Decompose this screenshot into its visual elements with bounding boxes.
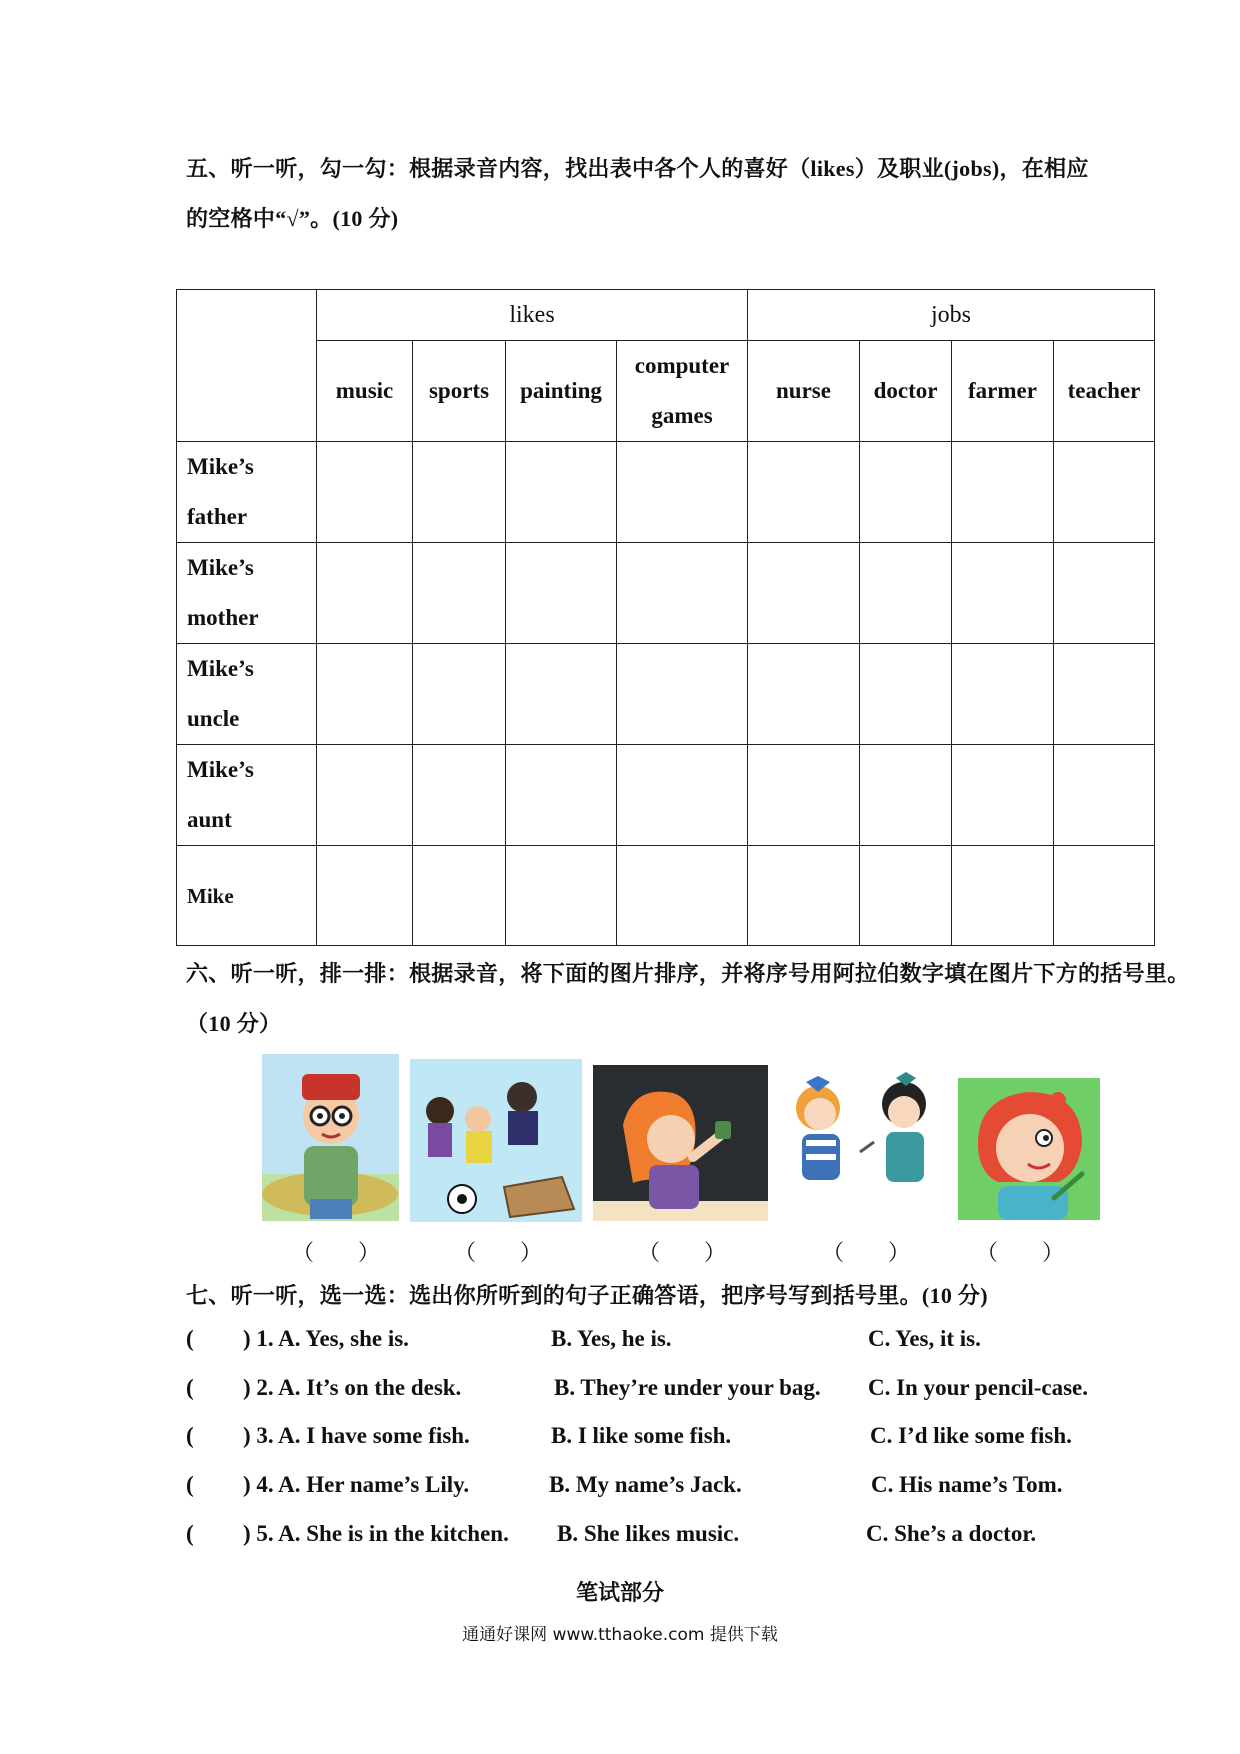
question-1-option-a: ) 1. A. Yes, she is.	[243, 1326, 409, 1351]
check-cell[interactable]	[1054, 745, 1155, 846]
picture-children-playing-football	[410, 1059, 582, 1222]
check-cell[interactable]	[952, 644, 1054, 745]
question-5-paren[interactable]: (	[186, 1521, 194, 1546]
column-header-painting: painting	[506, 341, 617, 442]
check-cell[interactable]	[413, 846, 506, 946]
check-cell[interactable]	[413, 644, 506, 745]
check-cell[interactable]	[952, 442, 1054, 543]
row-label-line1: Mike’s	[187, 656, 254, 681]
check-cell[interactable]	[617, 442, 748, 543]
check-cell[interactable]	[317, 644, 413, 745]
check-cell[interactable]	[413, 745, 506, 846]
column-header-computer: computer	[634, 353, 730, 378]
footer-source-text: 通通好课网 www.tthaoke.com 提供下载	[462, 1625, 778, 1645]
written-section-title: 笔试部分	[575, 1580, 664, 1605]
check-cell[interactable]	[1054, 543, 1155, 644]
check-cell[interactable]	[506, 644, 617, 745]
check-cell[interactable]	[506, 846, 617, 946]
section6-instruction-line1: 六、听一听，排一排：根据录音，将下面的图片排序，并将序号用阿拉伯数字填在图片下方的括号里。	[186, 961, 1190, 986]
check-cell[interactable]	[506, 543, 617, 644]
check-cell[interactable]	[860, 745, 952, 846]
row-label-mikes-aunt	[177, 745, 317, 846]
column-header-music: music	[317, 341, 413, 442]
table-row	[177, 442, 1155, 543]
picture-5-answer-bracket[interactable]: （ ）	[976, 1240, 1065, 1265]
question-4-option-a: ) 4. A. Her name’s Lily.	[243, 1472, 470, 1497]
section6-instruction	[186, 949, 1206, 1049]
check-cell[interactable]	[317, 543, 413, 644]
likes-group-header: likes	[317, 290, 748, 341]
check-cell[interactable]	[317, 745, 413, 846]
check-cell[interactable]	[860, 644, 952, 745]
section5-instruction-line1: 五、听一听，勾一勾：根据录音内容，找出表中各个人的喜好（likes）及职业(jobs)，在相应	[186, 156, 1089, 181]
check-cell[interactable]	[413, 543, 506, 644]
boy-with-glasses-illustration	[262, 1054, 399, 1221]
question-1-option-c: C. Yes, it is.	[868, 1326, 981, 1351]
column-header-games: games	[651, 403, 713, 428]
jobs-group-header: jobs	[748, 290, 1155, 341]
section7-instruction: 七、听一听，选一选：选出你所听到的句子正确答语，把序号写到括号里。(10 分)	[186, 1283, 988, 1308]
two-girls-with-forks-illustration	[778, 1070, 948, 1210]
question-3-paren[interactable]: (	[186, 1423, 194, 1448]
picture-2-answer-bracket[interactable]: （ ）	[454, 1240, 543, 1265]
section5-instruction	[186, 144, 1186, 244]
check-cell[interactable]	[506, 442, 617, 543]
row-label-line2: uncle	[187, 706, 240, 731]
row-label-line1: Mike’s	[187, 454, 254, 479]
question-3-option-b: B. I like some fish.	[551, 1423, 732, 1448]
question-2-option-b: B. They’re under your bag.	[554, 1375, 821, 1400]
question-5-option-c: C. She’s a doctor.	[866, 1521, 1037, 1546]
check-cell[interactable]	[1054, 644, 1155, 745]
row-label-mike	[177, 846, 317, 946]
row-label-line2: mother	[187, 605, 259, 630]
question-4-paren[interactable]: (	[186, 1472, 194, 1497]
check-cell[interactable]	[317, 846, 413, 946]
picture-girl-at-blackboard	[593, 1065, 768, 1221]
check-cell[interactable]	[748, 442, 860, 543]
table-row	[177, 846, 1155, 946]
question-3-option-c: C. I’d like some fish.	[870, 1423, 1072, 1448]
question-4-option-b: B. My name’s Jack.	[549, 1472, 742, 1497]
row-label-line2: father	[187, 504, 248, 529]
row-label-line2: aunt	[187, 807, 232, 832]
picture-girl-with-pencil	[958, 1078, 1100, 1220]
children-playing-football-illustration	[410, 1059, 582, 1222]
check-cell[interactable]	[748, 644, 860, 745]
row-label-mikes-uncle	[177, 644, 317, 745]
row-label-line1: Mike’s	[187, 757, 254, 782]
question-2-paren[interactable]: (	[186, 1375, 194, 1400]
check-cell[interactable]	[952, 846, 1054, 946]
question-3-option-a: ) 3. A. I have some fish.	[243, 1423, 470, 1448]
check-cell[interactable]	[317, 442, 413, 543]
question-1-option-b: B. Yes, he is.	[551, 1326, 672, 1351]
row-label-line1: Mike	[187, 883, 234, 908]
section6-instruction-line2: （10 分）	[186, 1011, 282, 1036]
question-2-option-c: C. In your pencil-case.	[868, 1375, 1088, 1400]
check-cell[interactable]	[1054, 442, 1155, 543]
check-cell[interactable]	[748, 543, 860, 644]
check-cell[interactable]	[617, 644, 748, 745]
row-label-mikes-mother	[177, 543, 317, 644]
table-row	[177, 644, 1155, 745]
check-cell[interactable]	[506, 745, 617, 846]
check-cell[interactable]	[952, 543, 1054, 644]
column-header-teacher: teacher	[1054, 341, 1155, 442]
check-cell[interactable]	[748, 745, 860, 846]
likes-jobs-table	[176, 289, 1155, 946]
check-cell[interactable]	[748, 846, 860, 946]
check-cell[interactable]	[617, 543, 748, 644]
column-header-doctor: doctor	[860, 341, 952, 442]
question-5-option-a: ) 5. A. She is in the kitchen.	[243, 1521, 509, 1546]
girl-at-blackboard-illustration	[593, 1065, 768, 1221]
check-cell[interactable]	[617, 745, 748, 846]
row-label-mikes-father	[177, 442, 317, 543]
check-cell[interactable]	[952, 745, 1054, 846]
table-row	[177, 745, 1155, 846]
question-1-paren[interactable]: (	[186, 1326, 194, 1351]
column-header-sports: sports	[413, 341, 506, 442]
girl-with-pencil-illustration	[958, 1078, 1100, 1220]
table-row	[177, 543, 1155, 644]
column-header-nurse: nurse	[748, 341, 860, 442]
question-4-option-c: C. His name’s Tom.	[871, 1472, 1063, 1497]
picture-1-answer-bracket[interactable]: （ ）	[292, 1240, 381, 1265]
picture-4-answer-bracket[interactable]: （ ）	[822, 1240, 911, 1265]
question-2-option-a: ) 2. A. It’s on the desk.	[243, 1375, 462, 1400]
picture-3-answer-bracket[interactable]: （ ）	[638, 1240, 727, 1265]
check-cell[interactable]	[413, 442, 506, 543]
picture-two-girls-with-forks	[778, 1070, 948, 1210]
column-header-farmer: farmer	[952, 341, 1054, 442]
column-header-computer-games	[617, 341, 748, 442]
picture-boy-with-glasses	[262, 1054, 399, 1221]
section5-instruction-line2: 的空格中“√”。(10 分)	[186, 206, 399, 231]
check-cell[interactable]	[1054, 846, 1155, 946]
row-label-line1: Mike’s	[187, 555, 254, 580]
check-cell[interactable]	[617, 846, 748, 946]
check-cell[interactable]	[860, 543, 952, 644]
check-cell[interactable]	[860, 846, 952, 946]
table-corner-cell	[177, 290, 317, 442]
question-5-option-b: B. She likes music.	[557, 1521, 740, 1546]
check-cell[interactable]	[860, 442, 952, 543]
